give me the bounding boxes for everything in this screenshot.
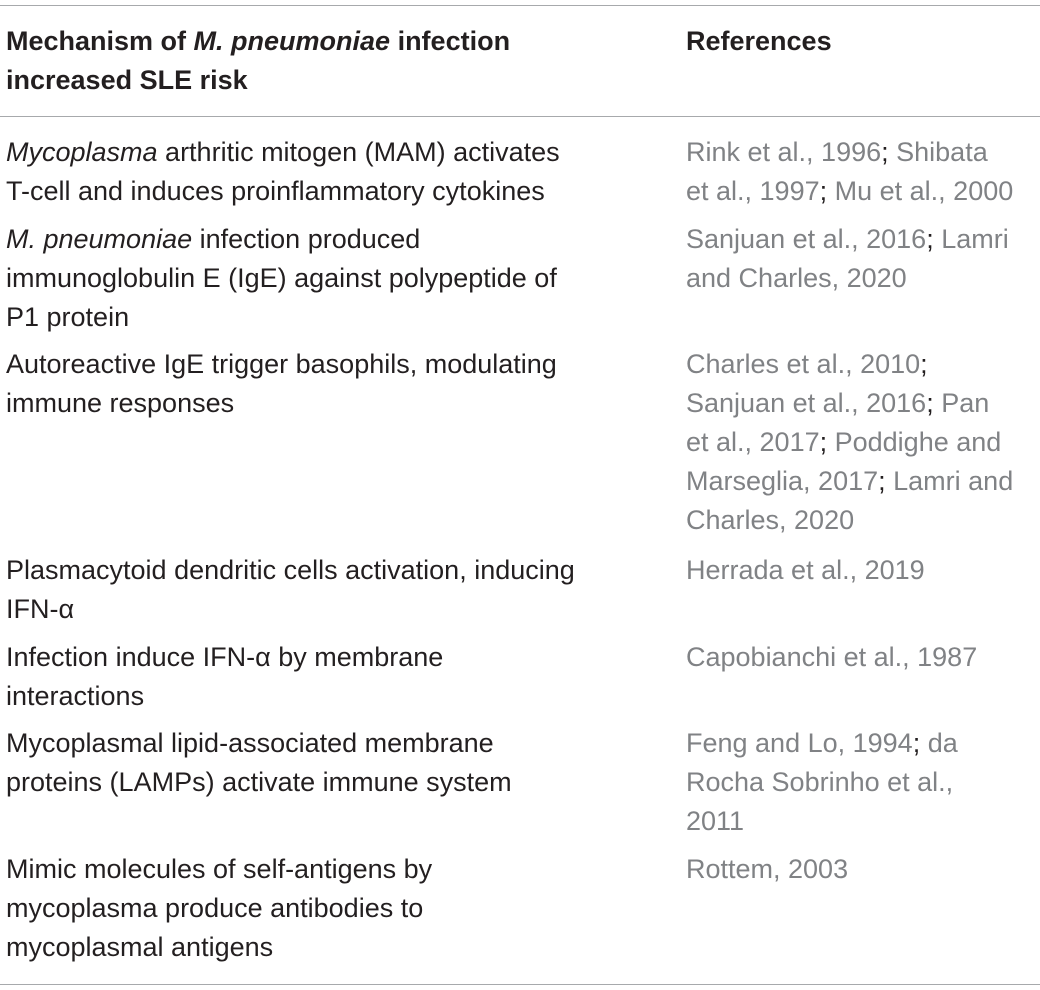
table-bottom-rule (0, 984, 1040, 985)
table-row-6-mechanism: Mycoplasmal lipid-associated membrane proteins (LAMPs) activate immune system (6, 728, 512, 797)
table-row-6-references: Feng and Lo, 1994; da Rocha Sobrinho et al., 2011 (686, 728, 958, 836)
table-row-3-references: Charles et al., 2010; Sanjuan et al., 2016; Pan et al., 2017; Poddighe and Marseglia, 2017; Lamri and Charles, 2020 (686, 349, 1014, 535)
table-row-7-mechanism: Mimic molecules of self-antigens by mycoplasma produce antibodies to mycoplasmal antigens (6, 854, 433, 962)
table-row-2-references: Sanjuan et al., 2016; Lamri and Charles, 2020 (686, 224, 1009, 293)
header-rule (0, 116, 1040, 117)
table-top-rule (0, 5, 1040, 6)
table-row-3-mechanism: Autoreactive IgE trigger basophils, modulating immune responses (6, 349, 557, 418)
table-row-1-mechanism: Mycoplasma arthritic mitogen (MAM) activates T-cell and induces proinflammatory cytokines (6, 137, 560, 206)
table-row-2-mechanism: M. pneumoniae infection produced immunoglobulin E (IgE) against polypeptide of P1 protein (6, 224, 557, 332)
table-row-1-references: Rink et al., 1996; Shibata et al., 1997; Mu et al., 2000 (686, 137, 1014, 206)
header-mechanism: Mechanism of M. pneumoniae infection increased SLE risk (6, 26, 511, 95)
table-row-4-references: Herrada et al., 2019 (686, 555, 925, 585)
table-row-5-mechanism: Infection induce IFN-α by membrane interactions (6, 642, 444, 711)
table-row-4-mechanism: Plasmacytoid dendritic cells activation, inducing IFN-α (6, 555, 575, 624)
table-row-5-references: Capobianchi et al., 1987 (686, 642, 978, 672)
table-row-7-references: Rottem, 2003 (686, 854, 849, 884)
header-references: References (686, 26, 832, 56)
